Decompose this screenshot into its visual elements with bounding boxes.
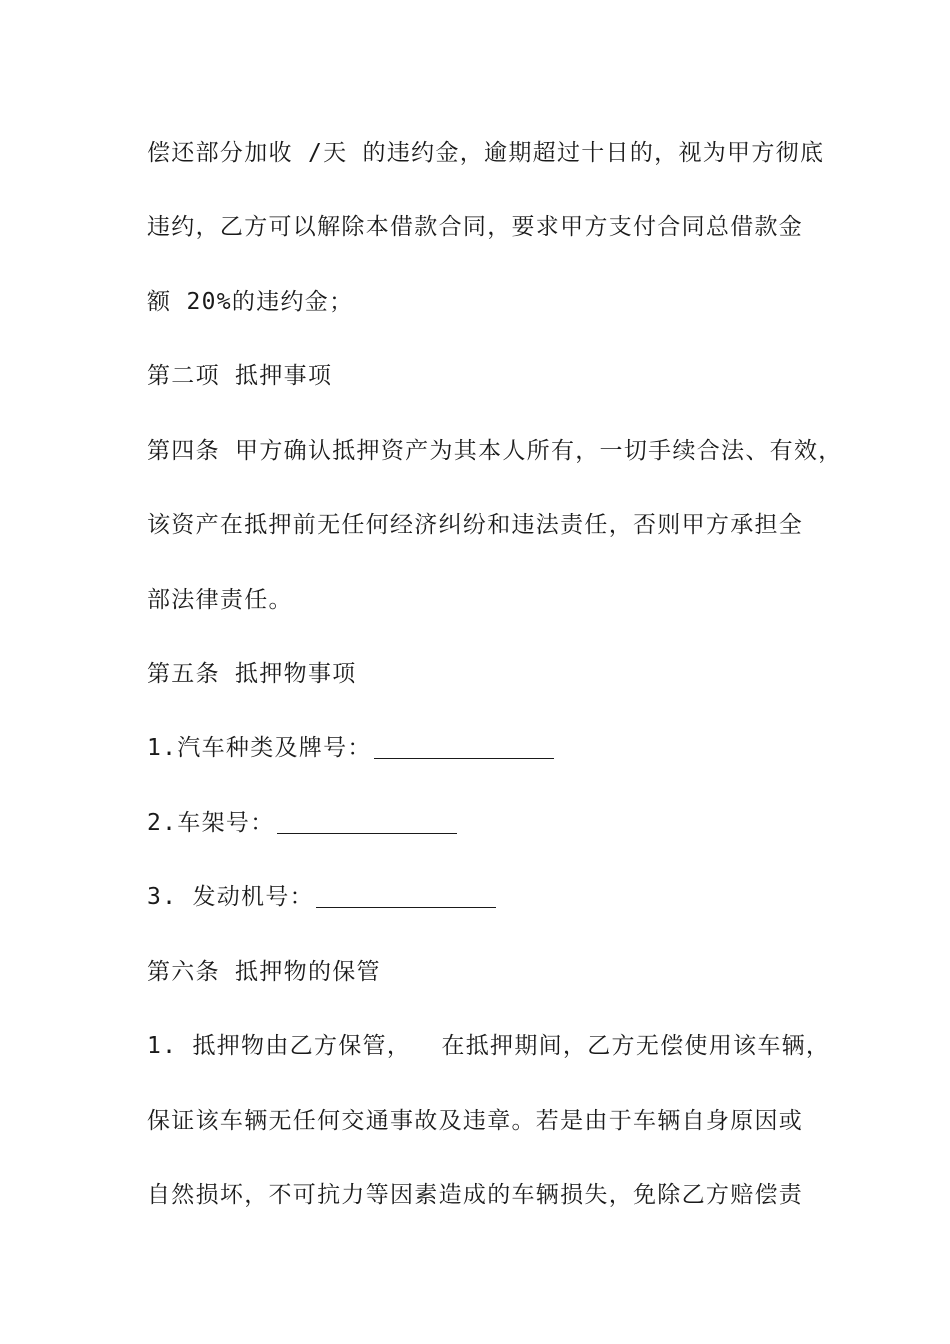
paragraph-line: 保证该车辆无任何交通事故及违章。若是由于车辆自身原因或 <box>147 1108 804 1134</box>
paragraph-line: 违约，乙方可以解除本借款合同，要求甲方支付合同总借款金 <box>147 214 804 240</box>
section-heading: 第二项 抵押事项 <box>147 363 333 389</box>
field-label: 3. 发动机号： <box>147 884 314 910</box>
fill-in-blank <box>374 757 554 759</box>
paragraph-line: 1. 抵押物由乙方保管， 在抵押期间，乙方无偿使用该车辆， <box>147 1033 831 1059</box>
form-field-frame-number <box>147 805 457 841</box>
field-label: 1.汽车种类及牌号： <box>147 735 372 761</box>
fill-in-blank <box>316 906 496 908</box>
form-field-vehicle-type <box>147 730 554 766</box>
field-label: 2.车架号： <box>147 810 275 836</box>
fill-in-blank <box>277 832 457 834</box>
paragraph-line: 自然损坏，不可抗力等因素造成的车辆损失，免除乙方赔偿责 <box>147 1182 804 1208</box>
paragraph-line: 额 20%的违约金； <box>147 289 354 315</box>
paragraph-line: 部法律责任。 <box>147 587 293 613</box>
paragraph-line: 该资产在抵押前无任何经济纠纷和违法责任，否则甲方承担全 <box>147 512 804 538</box>
article-line: 第四条 甲方确认抵押资产为其本人所有，一切手续合法、有效， <box>147 438 843 464</box>
form-field-engine-number <box>147 879 496 915</box>
paragraph-line: 偿还部分加收 /天 的违约金，逾期超过十日的，视为甲方彻底 <box>147 140 825 166</box>
article-heading: 第六条 抵押物的保管 <box>147 959 381 985</box>
article-heading: 第五条 抵押物事项 <box>147 661 357 687</box>
